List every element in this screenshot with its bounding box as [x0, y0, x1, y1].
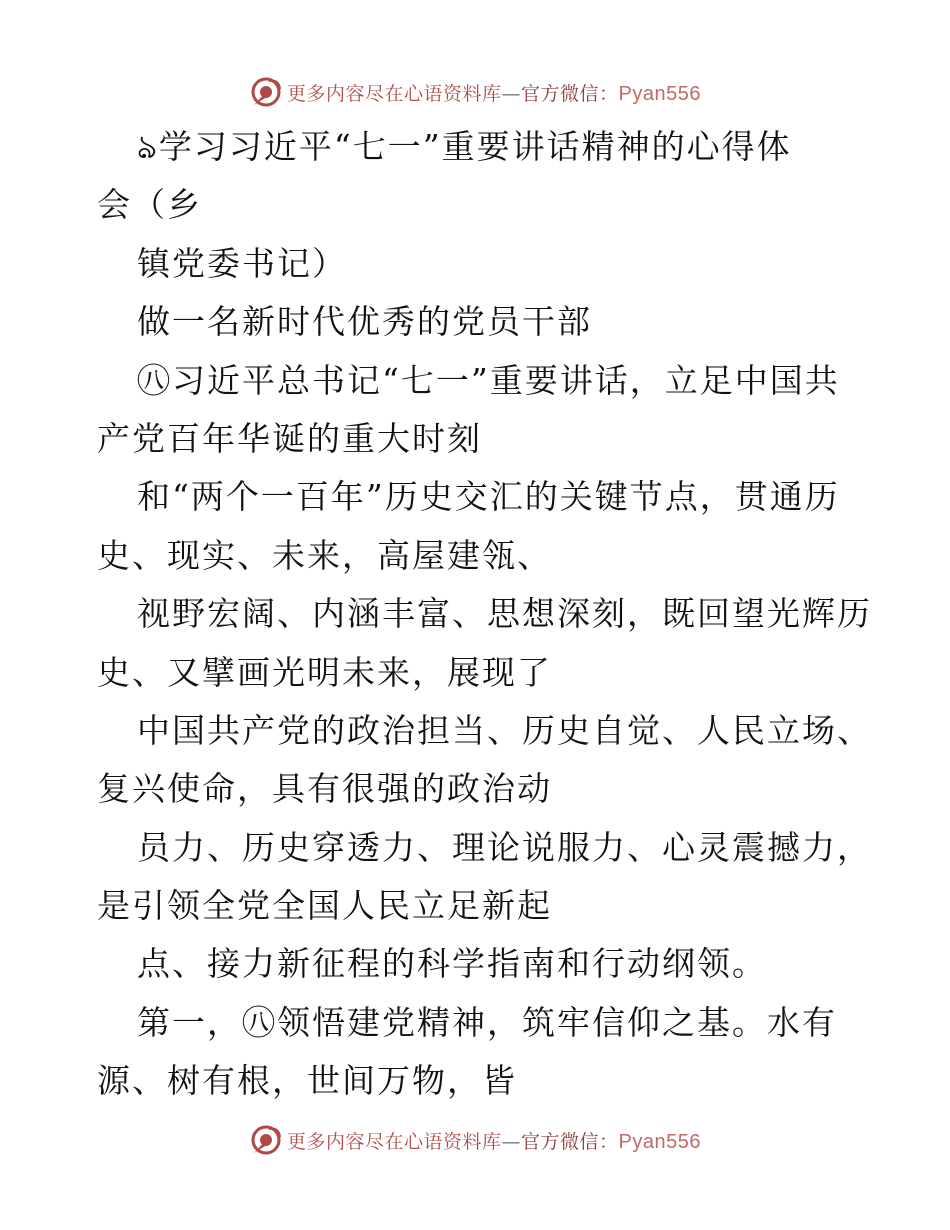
paragraph-line: 源、树有根，世间万物，皆 — [97, 1061, 517, 1101]
banner-separator: — — [501, 1130, 522, 1153]
paragraph-line: 员力、历史穿透力、理论说服力、心灵震撼力， — [137, 827, 872, 867]
banner-site-name: 更多内容尽在心语资料库 — [287, 1130, 502, 1153]
banner-wechat-label: 官方微信： — [521, 1130, 619, 1153]
paragraph-line: 史、现实、未来，高屋建瓴、 — [97, 535, 552, 575]
document-body — [97, 118, 887, 1111]
paragraph-line: 和“两个一百年”历史交汇的关键节点，贯通历 — [137, 477, 840, 517]
banner-wechat-label: 官方微信： — [521, 82, 619, 105]
paragraph-line: 复兴使命，具有很强的政治动 — [97, 769, 552, 809]
title-line-1: ঌ学习习近平“七一”重要讲话精神的心得体 — [137, 127, 792, 166]
banner-text — [287, 1127, 701, 1154]
paragraph-line: 视野宏阔、内涵丰富、思想深刻，既回望光辉历 — [137, 594, 872, 634]
paragraph-line: 史、又擘画光明未来，展现了 — [97, 652, 552, 692]
paragraph-line: 点、接力新征程的科学指南和行动纲领。 — [137, 944, 767, 984]
banner-wechat-id: Pyan556 — [618, 82, 701, 105]
banner-site-name: 更多内容尽在心语资料库 — [287, 82, 502, 105]
paragraph-line: ㊇习近平总书记“七一”重要讲话，立足中国共 — [137, 360, 840, 400]
footer-banner — [0, 1120, 950, 1160]
pen-logo-icon — [249, 75, 283, 109]
banner-wechat-id: Pyan556 — [618, 1130, 701, 1153]
banner-text — [287, 79, 701, 106]
title-line-3: 镇党委书记） — [137, 243, 347, 283]
header-banner — [0, 72, 950, 112]
paragraph-line: 中国共产党的政治担当、历史自觉、人民立场、 — [137, 710, 872, 750]
pen-logo-icon — [249, 1123, 283, 1157]
title-line-2: 会（乡 — [97, 185, 202, 225]
banner-separator: — — [501, 82, 522, 105]
paragraph-line: 第一，㊇领悟建党精神，筑牢信仰之基。水有 — [137, 1002, 837, 1042]
subtitle-line: 做一名新时代优秀的党员干部 — [137, 302, 592, 342]
paragraph-line: 是引领全党全国人民立足新起 — [97, 886, 552, 926]
paragraph-line: 产党百年华诞的重大时刻 — [97, 418, 482, 458]
